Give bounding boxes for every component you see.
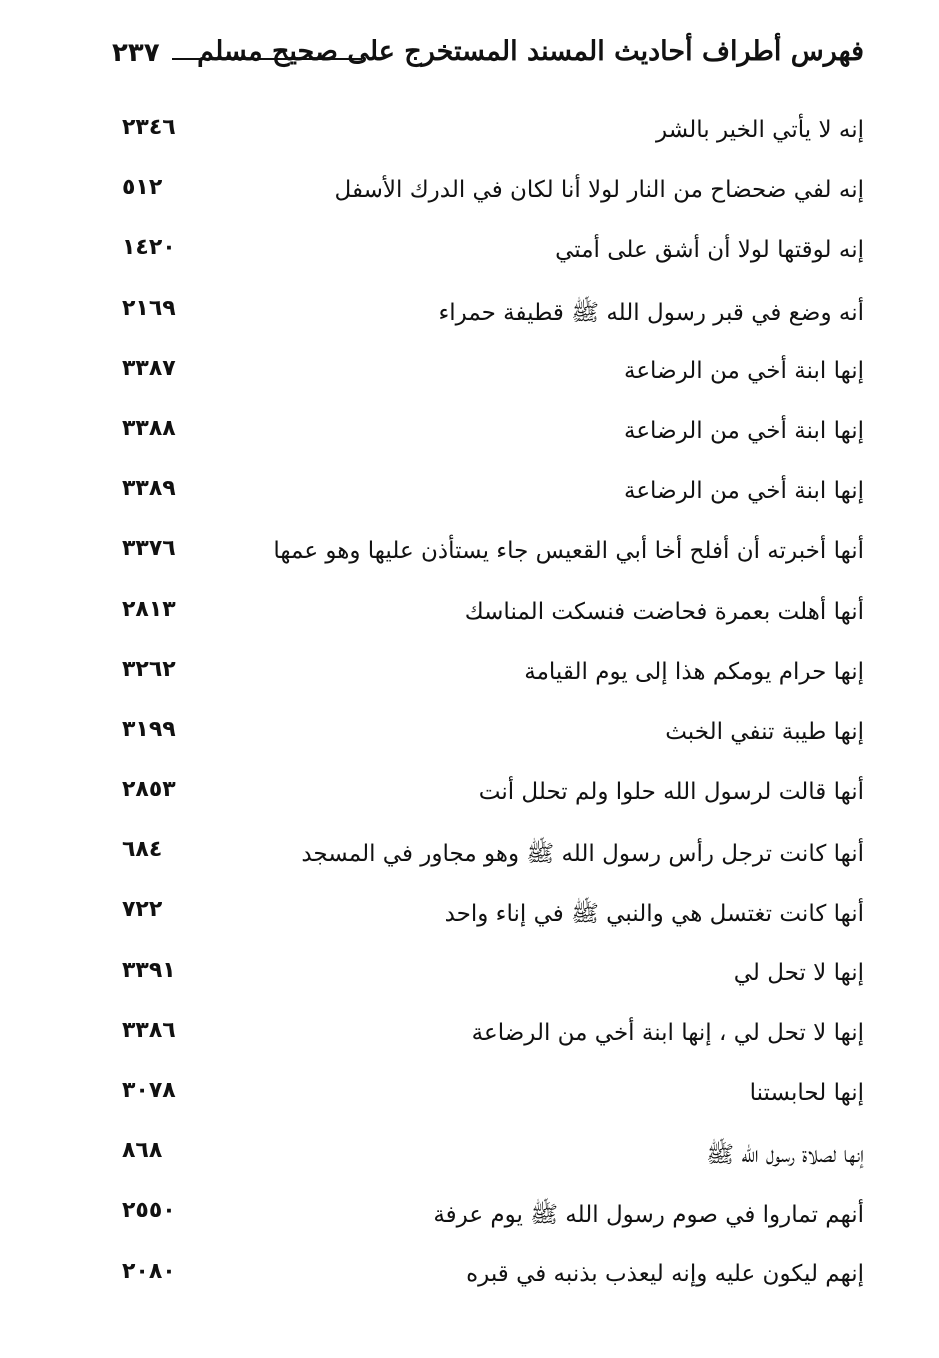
hadith-incipit: إنهم ليكون عليه وإنه ليعذب بذنبه في قبره [466, 1260, 864, 1287]
index-entry [122, 223, 864, 283]
hadith-number: ٣٣٨٧ [122, 355, 176, 381]
hadith-number: ٣٣٧٦ [122, 536, 176, 562]
hadith-incipit: أنهم تماروا في صوم رسول الله ﷺ يوم عرفة [433, 1202, 864, 1229]
hadith-index-list [122, 103, 864, 1307]
index-entry [122, 464, 864, 524]
hadith-number: ٢٨١٣ [122, 596, 176, 622]
hadith-incipit: أنه وضع في قبر رسول الله ﷺ قطيفة حمراء [438, 299, 864, 326]
page-header [112, 34, 864, 78]
index-entry [122, 1247, 864, 1307]
hadith-incipit: أنها قالت لرسول الله حلوا ولم تحلل أنت [478, 779, 864, 806]
hadith-number: ٣٢٦٢ [122, 656, 176, 682]
hadith-number: ٨٦٨ [122, 1138, 163, 1164]
hadith-number: ٣٣٨٦ [122, 1017, 176, 1043]
page-number: ٢٣٧ [112, 38, 160, 68]
index-entry [122, 524, 864, 584]
index-entry [122, 825, 864, 885]
hadith-incipit: إنه لا يأتي الخير بالشر [656, 117, 864, 143]
hadith-number: ١٤٢٠ [122, 235, 176, 261]
index-entry [122, 163, 864, 223]
index-entry [122, 946, 864, 1006]
index-entry [122, 645, 864, 705]
index-entry [122, 885, 864, 945]
index-entry [122, 404, 864, 464]
index-entry [122, 1066, 864, 1126]
hadith-number: ٢١٦٩ [122, 295, 176, 321]
hadith-incipit: إنها طيبة تنفي الخبث [665, 718, 864, 745]
hadith-number: ٢٨٥٣ [122, 777, 176, 803]
index-entry [122, 103, 864, 163]
index-entry [122, 1006, 864, 1066]
index-entry [122, 284, 864, 344]
hadith-incipit: أنها كانت تغتسل هي والنبي ﷺ في إناء واحد [444, 901, 864, 928]
hadith-incipit: إنها لصلاة رسول الله ﷺ [706, 1142, 864, 1169]
hadith-number: ٣٠٧٨ [122, 1078, 176, 1103]
hadith-incipit: إنه لفي ضحضاح من النار لولا أنا لكان في الدرك الأسفل [334, 177, 864, 204]
hadith-number: ٢٠٨٠ [122, 1258, 176, 1284]
hadith-incipit: إنها لا تحل لي [733, 959, 864, 986]
hadith-number: ٢٣٤٦ [122, 115, 176, 140]
index-entry [122, 705, 864, 765]
hadith-incipit: إنها حرام يومكم هذا إلى يوم القيامة [524, 658, 864, 685]
hadith-number: ٧٢٢ [122, 897, 163, 923]
hadith-incipit: إنها ابنة أخي من الرضاعة [624, 417, 864, 444]
hadith-number: ٣١٩٩ [122, 716, 176, 742]
index-entry [122, 1126, 864, 1186]
hadith-number: ٢٥٥٠ [122, 1198, 176, 1224]
hadith-incipit: أنها أخبرته أن أفلح أخا أبي القعيس جاء يستأذن عليها وهو عمها [273, 538, 864, 565]
hadith-incipit: إنها ابنة أخي من الرضاعة [624, 357, 864, 384]
hadith-number: ٥١٢ [122, 175, 163, 201]
index-entry [122, 585, 864, 645]
hadith-incipit: أنها أهلت بعمرة فحاضت فنسكت المناسك [464, 598, 864, 625]
index-entry [122, 765, 864, 825]
hadith-number: ٣٣٨٩ [122, 476, 176, 502]
hadith-number: ٣٣٩١ [122, 957, 176, 983]
hadith-incipit: أنها كانت ترجل رأس رسول الله ﷺ وهو مجاور في المسجد [301, 841, 864, 868]
hadith-incipit: إنها ابنة أخي من الرضاعة [624, 478, 864, 505]
index-entry [122, 1186, 864, 1246]
hadith-number: ٦٨٤ [122, 837, 163, 863]
hadith-incipit: إنها لا تحل لي ، إنها ابنة أخي من الرضاعة [471, 1019, 864, 1046]
running-title: فهرس أطراف أحاديث المسند المستخرج على صحيح مسلم [197, 36, 864, 67]
hadith-incipit: إنها لحابستنا [749, 1080, 864, 1106]
hadith-number: ٣٣٨٨ [122, 415, 176, 441]
index-entry [122, 344, 864, 404]
hadith-incipit: إنه لوقتها لولا أن أشق على أمتي [555, 237, 864, 264]
